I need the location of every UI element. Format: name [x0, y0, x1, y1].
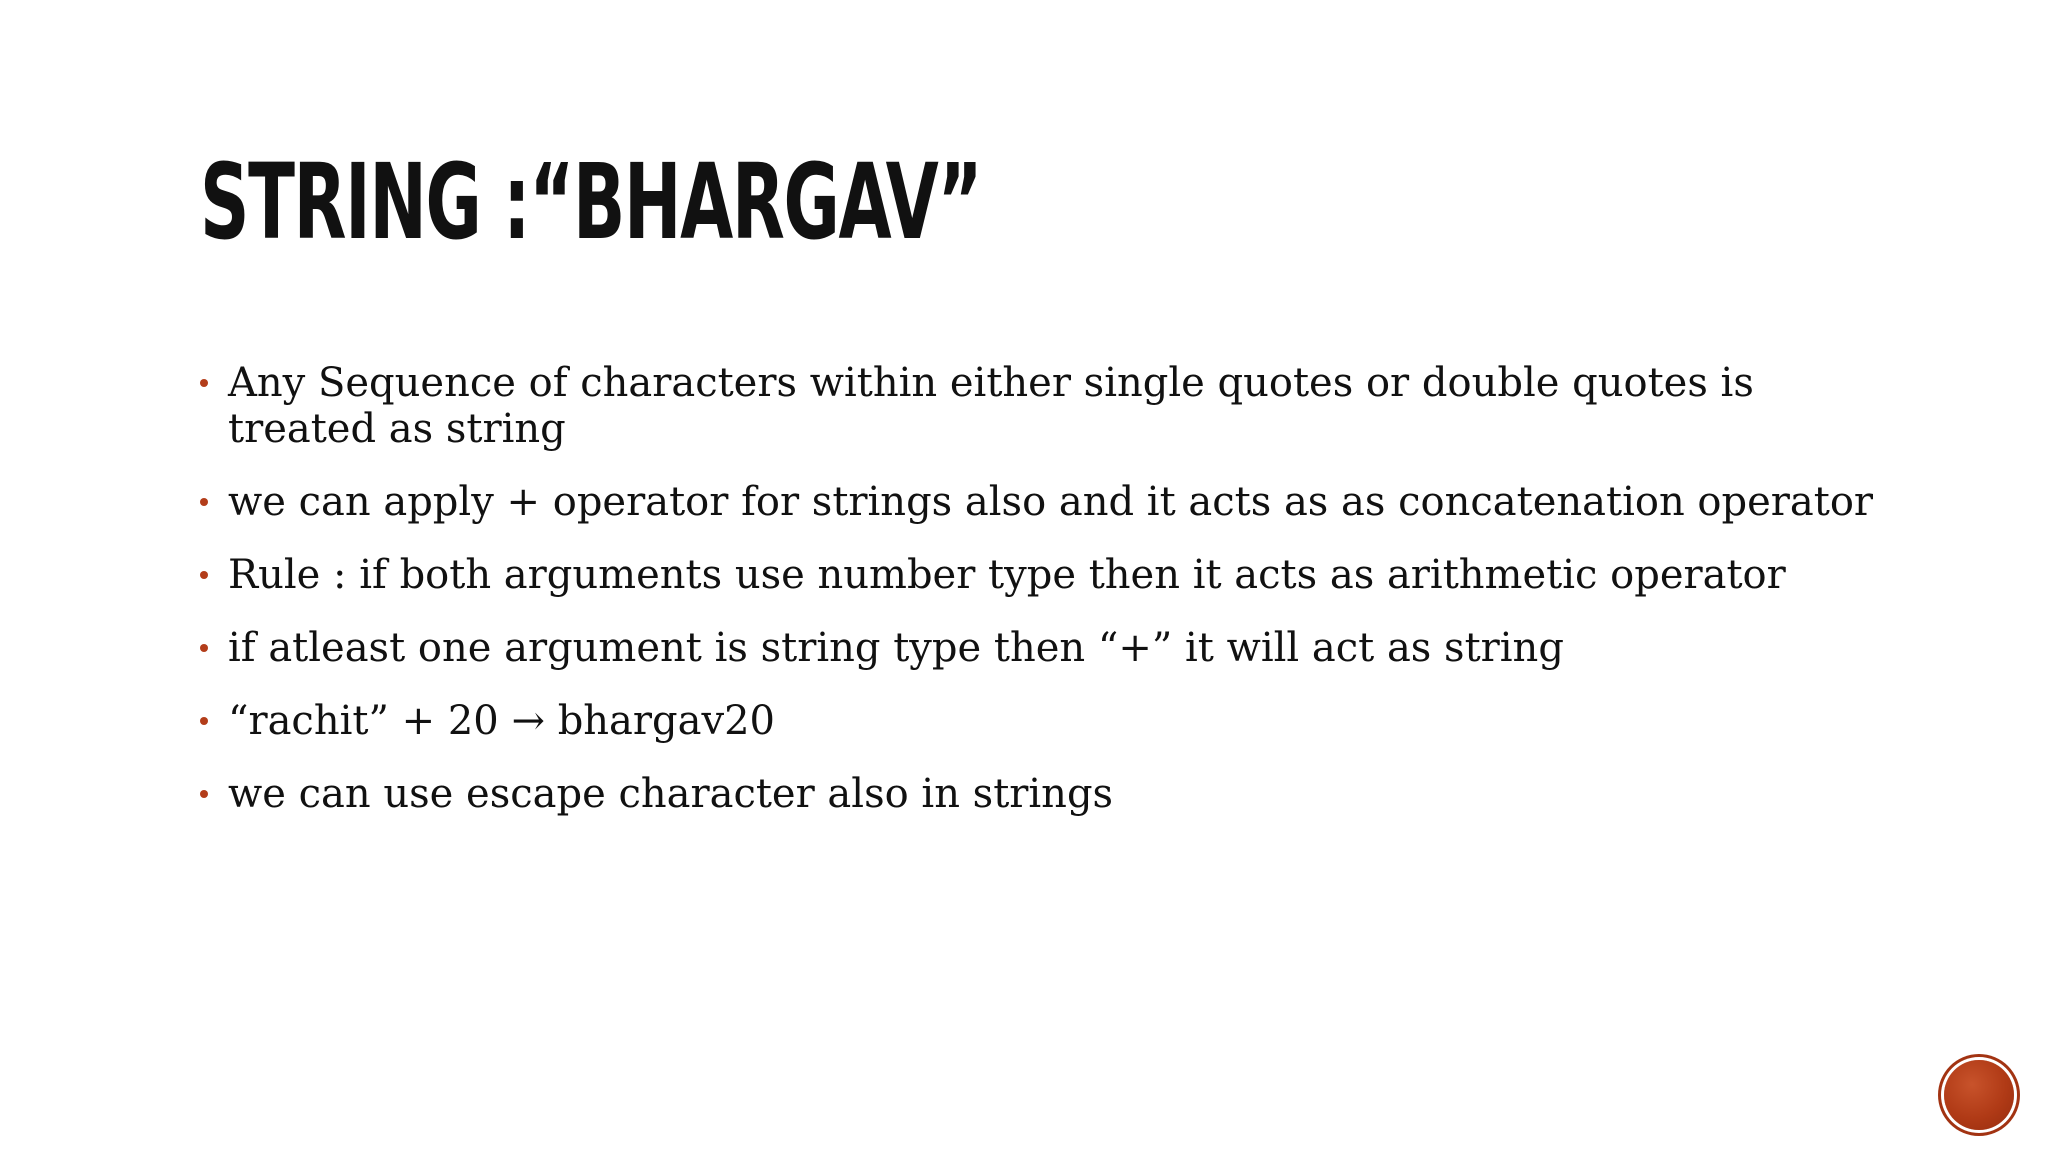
bullet-text: we can use escape character also in strings [228, 771, 1114, 817]
bullet-item-1 [200, 360, 1900, 452]
bullet-dot-icon [200, 379, 208, 387]
bullet-text: we can apply + operator for strings also and it acts as as concatenation operator [228, 479, 1874, 525]
slide-title: STRING :“BHARGAV” [200, 141, 982, 263]
bullet-dot-icon [200, 790, 208, 798]
bullet-text: Any Sequence of characters within either single quotes or double quotes is treated as string [228, 360, 1754, 452]
bullet-dot-icon [200, 717, 208, 725]
bullet-list [200, 360, 1900, 844]
slide-badge-circle-icon [1944, 1060, 2014, 1130]
bullet-item-2 [200, 479, 1900, 525]
bullet-text: “rachit” + 20 → bhargav20 [228, 698, 775, 744]
bullet-item-4 [200, 625, 1900, 671]
bullet-item-6 [200, 771, 1900, 817]
bullet-text: Rule : if both arguments use number type then it acts as arithmetic operator [228, 552, 1786, 598]
bullet-dot-icon [200, 498, 208, 506]
bullet-dot-icon [200, 644, 208, 652]
bullet-item-3 [200, 552, 1900, 598]
bullet-dot-icon [200, 571, 208, 579]
bullet-item-5 [200, 698, 1900, 744]
bullet-text: if atleast one argument is string type then “+” it will act as string [228, 625, 1564, 671]
